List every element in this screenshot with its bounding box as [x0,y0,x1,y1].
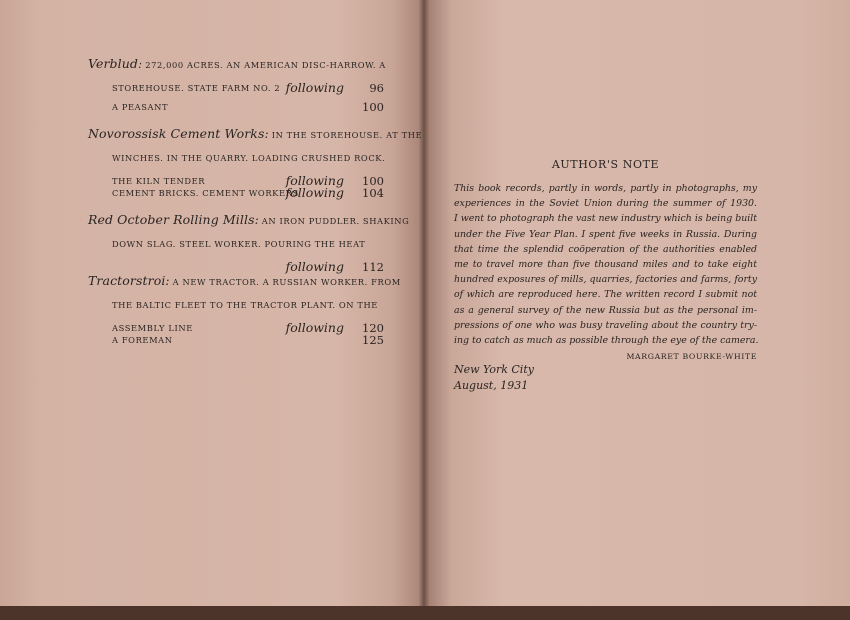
note-place-date [454,362,534,394]
note-body-line: This book records, partly in words, partly in photographs, my [454,183,757,194]
toc-line [88,270,401,294]
toc-entry-text: THE BALTIC FLEET TO THE TRACTOR PLANT. ON THE [112,300,378,310]
note-body-line: I went to photograph the vast new industry which is being built [454,213,757,225]
note-body-line: hundred exposures of mills, quarries, factories and farms, forty [454,274,757,286]
toc-line [88,53,384,77]
note-body-line: pressions of one who was busy traveling about the country try- [454,319,757,331]
note-place: New York City [454,363,534,376]
toc-entry-title: Verbludː [88,56,143,71]
book-gutter [418,0,430,620]
toc-entry-title: Red October Rolling Mills: [88,212,259,227]
toc-entry [88,209,410,274]
toc-entry [88,96,384,119]
note-body-line: of which are reproduced here. The written record I submit not [454,289,757,301]
toc-entry [88,53,384,100]
toc-page-number: 112 [362,260,384,274]
toc-entry-text: CEMENT BRICKS. CEMENT WORKERS [112,188,299,198]
toc-page-number: 96 [369,81,384,95]
note-body-line: experiences in the Soviet Union during the summer of 1930. [454,198,757,210]
toc-entry-text: DOWN SLAG. STEEL WORKER. POURING THE HEAT [112,239,366,249]
toc-entry [88,182,384,205]
toc-entry [88,329,384,352]
toc-entry-text: THE KILN TENDER [112,176,206,186]
toc-entry-text: WINCHES. IN THE QUARRY. LOADING CRUSHED ROCK. [112,153,386,163]
toc-following-label: following [285,259,344,274]
toc-entry-text: IN THE STOREHOUSE. AT THE [271,130,423,140]
toc-entry-text: STOREHOUSE. STATE FARM NO. 2 [112,83,281,93]
note-body-line: as a general survey of the new Russia but as the personal im- [454,304,757,316]
toc-entry-text: A NEW TRACTOR. A RUSSIAN WORKER. FROM [172,277,401,287]
toc-line [88,209,410,233]
toc-line [88,96,384,119]
toc-line [88,147,384,170]
toc-line [88,233,384,256]
toc-page-number: 120 [362,321,384,335]
toc-line [88,123,423,147]
note-body-line: under the Five Year Plan. I spent five weeks in Russia. During [454,228,757,240]
toc-line [88,329,384,352]
toc-following-label: following [285,173,344,188]
note-date: August, 1931 [454,379,529,392]
toc-following-label: following [285,80,344,95]
note-body-line: that time the splendid coöperation of the authorities enabled [454,243,757,255]
note-body [454,181,757,348]
toc-line [88,182,384,205]
book-bottom-edge [0,606,850,620]
toc-entry-title: Novorossisk Cement Works: [88,126,269,141]
toc-following-label: following [285,320,344,335]
toc-entry-text: A FOREMAN [112,335,173,345]
toc-entry-text: 272,000 ACRES. AN AMERICAN DISC-HARROW. A [145,60,386,70]
toc-entry-title: Tractorstroi: [88,273,170,288]
note-body-line: me to travel more than five thousand miles and to take eight [454,259,757,271]
toc-following-label: following [285,185,344,200]
toc-entry-text: A PEASANT [112,102,169,112]
note-body-line: ing to catch as much as possible through the eye of the camera. [454,335,759,347]
note-signature: MARGARET BOURKE-WHITE [626,352,757,361]
toc-page-number: 100 [362,174,384,188]
toc-page-number: 104 [362,186,384,200]
toc-line [88,294,384,317]
toc-entry-text: ASSEMBLY LINE [112,323,193,333]
toc-entry-text: AN IRON PUDDLER. SHAKING [261,216,410,226]
toc-page-number: 100 [362,100,384,114]
toc-page-number: 125 [362,333,384,347]
note-heading: AUTHOR'S NOTE [551,158,660,171]
